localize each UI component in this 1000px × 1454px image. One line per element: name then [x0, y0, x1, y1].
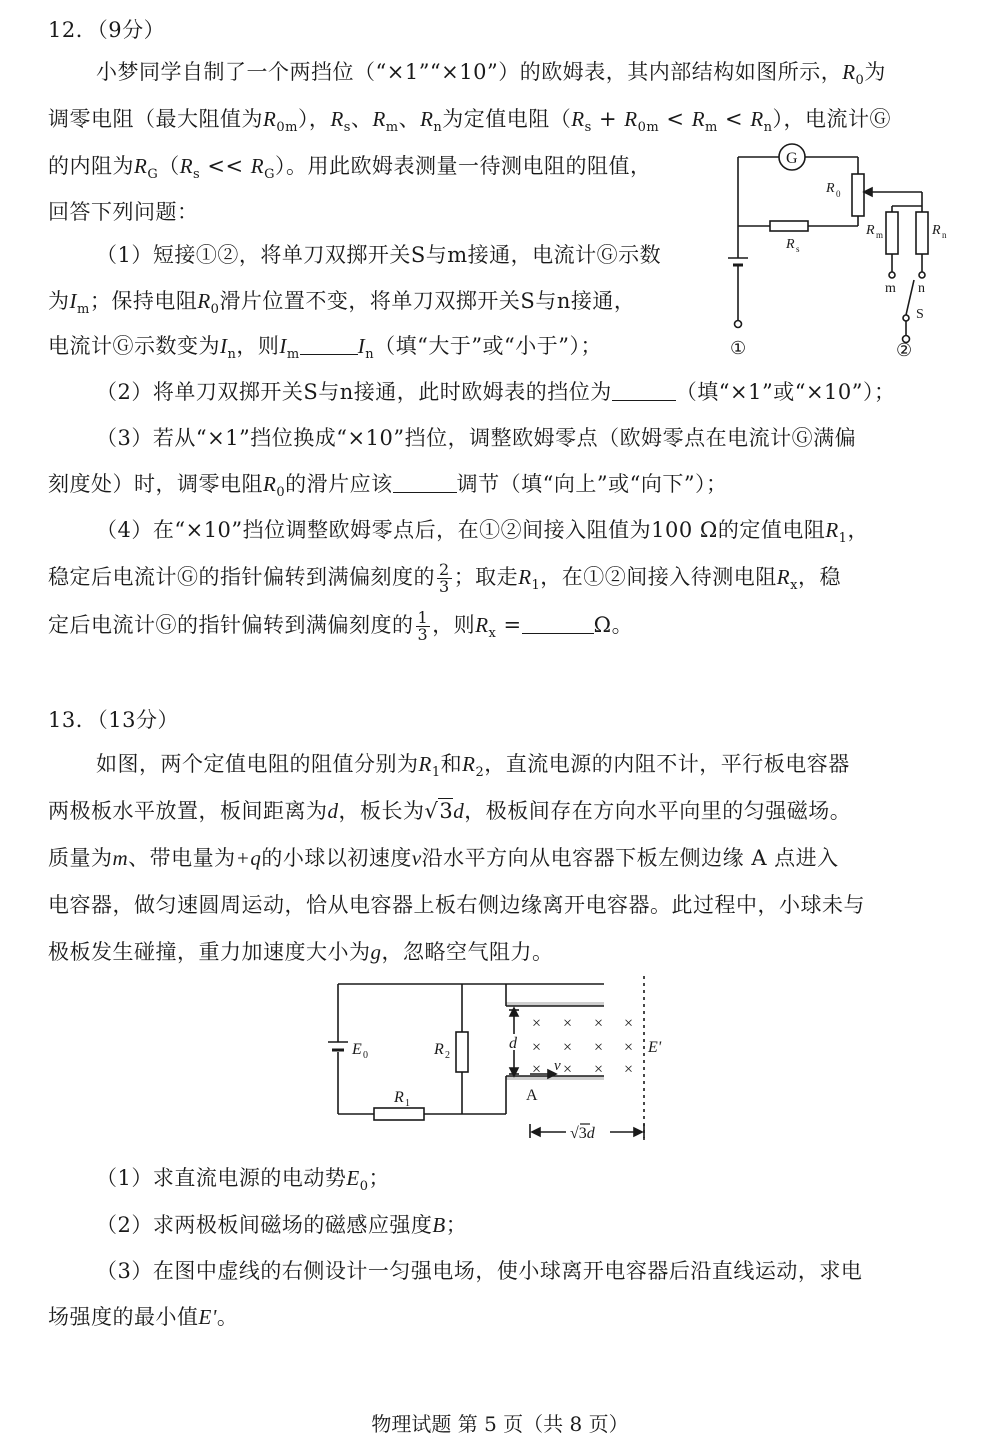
q13-line5: 极板发生碰撞，重力加速度大小为g，忽略空气阻力。 [48, 940, 554, 964]
eprime-label: E' [648, 1039, 662, 1056]
q12-intro-line4: 回答下列问题： [48, 200, 199, 224]
rn-label-sub: n [942, 230, 947, 240]
r0-label: R [826, 181, 835, 196]
d-label: d [509, 1035, 517, 1052]
svg-text:×: × [532, 1061, 542, 1078]
r2-label-sub: 2 [445, 1050, 450, 1061]
q13-header: 13．（13分） [48, 708, 179, 732]
q12-intro-line1: 小梦同学自制了一个两挡位（“×1”“×10”）的欧姆表，其内部结构如图所示，$R_0$为 [96, 60, 886, 88]
q13-sub3-line1: （3）在图中虚线的右侧设计一匀强电场，使小球离开电容器后沿直线运动，求电 [96, 1259, 863, 1283]
resistor-r2 [456, 1032, 468, 1072]
e0-label-sub: 0 [363, 1050, 368, 1061]
svg-text:×: × [594, 1061, 604, 1078]
rm-label-sub: m [876, 230, 884, 240]
resistor-rm [886, 212, 898, 254]
q13-line3: 质量为m、带电量为+q的小球以初速度v沿水平方向从电容器下板左侧边缘 A 点进入 [48, 846, 839, 870]
svg-text:×: × [563, 1061, 573, 1078]
v-label: v [554, 1058, 561, 1074]
q12-part1-line1: （1）短接①②，将单刀双掷开关S与m接通，电流计Ⓖ示数 [96, 243, 662, 267]
svg-text:×: × [594, 1039, 604, 1056]
q13-sub1: （1）求直流电源的电动势$E_0$； [96, 1166, 390, 1194]
q12-part1-line2: 为$I_m$；保持电阻$R_0$滑片位置不变，将单刀双掷开关S与n接通， [48, 289, 636, 317]
fraction-two-thirds: $\frac{2}{3}$ [439, 560, 450, 596]
slider-arrow-icon [864, 188, 872, 196]
r1-label: R [394, 1089, 404, 1106]
resistor-r1 [374, 1108, 424, 1120]
rn-label: R [932, 223, 941, 238]
q12-part1-line3: 电流计Ⓖ示数变为$I_n$，则$I_m$ $I_n$（填“大于”或“小于”）； [48, 334, 603, 362]
q13-sub3-line2: 场强度的最小值E'。 [48, 1305, 239, 1329]
q12-header: 12．（9分） [48, 18, 166, 42]
q12-part4-line1: （4）在“×10”挡位调整欧姆零点后，在①②间接入阻值为100 Ω的定值电阻$R_1$， [96, 518, 869, 546]
terminal-1-label: ① [730, 338, 747, 358]
fraction-one-third: $\frac{1}{3}$ [417, 608, 429, 644]
page-footer: 物理试题 第 5 页（共 8 页） [371, 1412, 629, 1436]
q12-intro-line2: 调零电阻（最大阻值为$R_{0m}$），$R_s$、$R_m$、$R_n$为定值电阻$(R_s + R_{0m} < R_m < R_n)$，电流计Ⓖ [48, 107, 892, 135]
answer-blank-1[interactable] [300, 334, 358, 355]
svg-text:×: × [563, 1015, 573, 1032]
q12-part4-line2: 稳定后电流计Ⓖ的指针偏转到满偏刻度的 $\frac{2}{3}$ ；取走$R_1$，在①②间接入待测电阻$R_x$，稳 [48, 560, 841, 596]
terminal-2-label: ② [896, 340, 913, 360]
resistor-rs [770, 221, 808, 231]
answer-blank-2[interactable] [612, 380, 676, 401]
r0-label-sub: 0 [836, 189, 841, 199]
q13-line4: 电容器，做匀速圆周运动，恰从电容器上板右侧边缘离开电容器。此过程中，小球未与 [48, 893, 865, 917]
r2-label: R [434, 1041, 444, 1058]
galvanometer-label: G [786, 150, 798, 167]
svg-text:×: × [594, 1015, 604, 1032]
ohmmeter-circuit-diagram [722, 140, 962, 362]
rm-label: R [866, 223, 875, 238]
rs-label-sub: s [796, 244, 800, 254]
q12-part3-line2: 刻度处）时，调零电阻$R_0$的滑片应该 调节（填“向上”或“向下”）； [48, 472, 728, 500]
q12-part2: （2）将单刀双掷开关S与n接通，此时欧姆表的挡位为 （填“×1”或“×10”）； [96, 380, 896, 404]
r1-label-sub: 1 [405, 1098, 410, 1109]
svg-text:×: × [532, 1039, 542, 1056]
n-label: n [918, 281, 925, 296]
rs-label: R [786, 237, 795, 252]
answer-blank-4[interactable] [522, 613, 594, 634]
magnetic-field-crosses [532, 1015, 633, 1078]
sqrt3-expression: √3 [424, 799, 454, 823]
q12-intro-line3: 的内阻为$R_G(R_s << R_G)$。用此欧姆表测量一待测电阻的阻值， [48, 154, 652, 182]
switch-s [906, 280, 914, 315]
terminal-1 [735, 321, 742, 328]
capacitor-circuit-diagram [318, 976, 698, 1148]
q13-line1: 如图，两个定值电阻的阻值分别为$R_1$和$R_2$，直流电源的内阻不计，平行板电容器 [96, 752, 850, 780]
switch-s-label: S [916, 307, 924, 322]
q12-part3-line1: （3）若从“×1”挡位换成“×10”挡位，调整欧姆零点（欧姆零点在电流计Ⓖ满偏 [96, 426, 857, 450]
svg-text:×: × [624, 1015, 634, 1032]
svg-text:×: × [624, 1039, 634, 1056]
terminal-m [889, 272, 895, 278]
answer-blank-3[interactable] [393, 472, 457, 493]
point-a-label: A [526, 1087, 538, 1104]
terminal-n [919, 272, 925, 278]
svg-text:×: × [532, 1015, 542, 1032]
length-label: √3d [570, 1125, 595, 1142]
resistor-rn [916, 212, 928, 254]
e0-label: E [352, 1041, 362, 1058]
q13-sub2: （2）求两极板间磁场的磁感应强度B； [96, 1213, 468, 1237]
svg-text:×: × [563, 1039, 573, 1056]
q12-part4-line3: 定后电流计Ⓖ的指针偏转到满偏刻度的 $\frac{1}{3}$ ，则$R_x = \Omega$。 [48, 608, 634, 644]
m-label: m [885, 281, 896, 296]
q13-line2: 两极板水平放置，板间距离为d，板长为√3d，极板间存在方向水平向里的匀强磁场。 [48, 799, 852, 823]
rheostat-r0 [852, 174, 864, 216]
svg-text:×: × [624, 1061, 634, 1078]
